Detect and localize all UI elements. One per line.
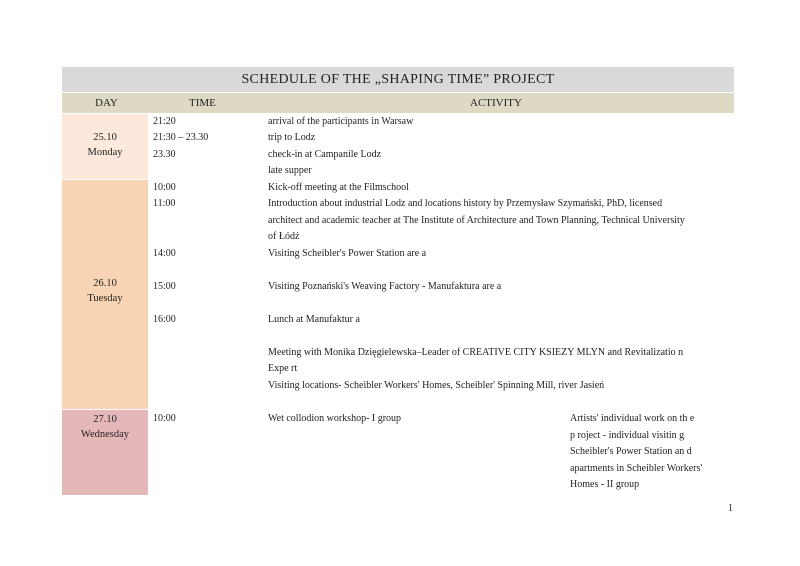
time-cell: 14:00 [153,248,176,259]
day-weekday: Monday [87,147,123,158]
activity-cell-right: Artists' individual work on th e [570,413,695,424]
activity-cell-right: Homes - II group [570,479,640,490]
time-cell: 10:00 [153,182,176,193]
time-cell: 23.30 [153,149,176,160]
day-weekday: Tuesday [87,293,123,304]
day-date: 26.10 [93,278,117,289]
time-cell: 21:30 – 23.30 [153,132,209,143]
time-cell: 16:00 [153,314,176,325]
activity-cell: of Łódź [268,231,300,242]
activity-cell: Meeting with Monika Dzięgielewska–Leader of CREATIVE CITY KSIEZY MLYN and Revitalizatio n [268,347,684,358]
activity-cell: late supper [268,165,312,176]
header-activity: ACTIVITY [470,97,522,109]
time-cell: 11:00 [153,198,176,209]
activity-cell: Introduction about industrial Lodz and locations history by Przemysław Szymański, PhD, licensed [268,198,663,209]
table-header [62,93,734,113]
activity-cell-right: Scheibler's Power Station an d [570,446,692,457]
activity-cell: architect and academic teacher at The Institute of Architecture and Town Planning, Technical University [268,215,685,226]
day-cell-wednesday [62,410,148,495]
day-date: 25.10 [93,132,117,143]
activity-cell: Wet collodion workshop- I group [268,413,402,424]
activity-cell: Visiting locations- Scheibler Workers' Homes, Scheibler' Spinning Mill, river Jasień [268,380,605,391]
time-cell: 21:20 [153,116,176,127]
activity-cell: arrival of the participants in Warsaw [268,116,414,127]
activity-cell: Visiting Poznański's Weaving Factory - Manufaktura are a [268,281,502,292]
day-date: 27.10 [93,414,117,425]
page-number: 1 [728,503,733,514]
header-day: DAY [95,97,118,109]
time-cell: 10:00 [153,413,176,424]
activity-cell-right: p roject - individual visitin g [570,430,685,441]
header-time: TIME [189,97,216,109]
day-weekday: Wednesday [80,429,130,440]
activity-cell: Kick-off meeting at the Filmschool [268,182,409,193]
activity-cell: trip to Lodz [268,132,316,143]
activity-cell: Expe rt [268,363,298,374]
activity-cell-right: apartments in Scheibler Workers' [570,463,703,474]
activity-cell: Lunch at Manufaktur a [268,314,360,325]
time-cell: 15:00 [153,281,176,292]
activity-cell: check-in at Campanile Lodz [268,149,382,160]
schedule-title: SCHEDULE OF THE „SHAPING TIME” PROJECT [62,67,734,92]
day-cell-monday [62,114,148,179]
activity-cell: Visiting Scheibler's Power Station are a [268,248,427,259]
day-cell-tuesday [62,180,148,409]
